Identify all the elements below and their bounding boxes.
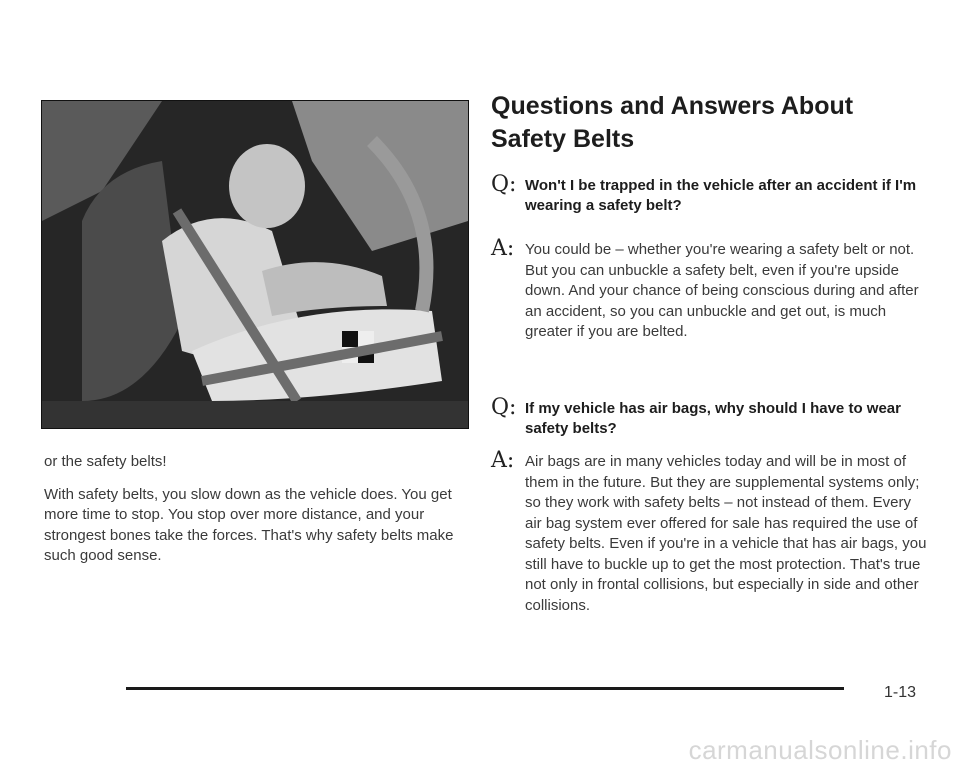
section-heading: Questions and Answers About Safety Belts [491, 92, 854, 153]
question-2-mark: Q: [491, 395, 517, 420]
page-number: 1-13 [884, 684, 917, 701]
question-2 [491, 397, 931, 439]
crash-test-photo [41, 100, 469, 429]
question-2-text: If my vehicle has air bags, why should I have to wear safety belts? [525, 400, 901, 437]
footer-rule [126, 687, 844, 690]
answer-2-mark: A: [491, 448, 515, 473]
crash-test-dummy-image [42, 101, 468, 428]
answer-2 [491, 450, 931, 616]
left-paragraph-2: With safety belts, you slow down as the vehicle does. You get more time to stop. You stop over more distance, and your strongest bones take the forces. That's why safety belts make such good sense. [44, 485, 454, 564]
answer-2-text: Air bags are in many vehicles today and will be in most of them in the future. But they are supplemental systems only; so they work with safety belts – not instead of them. Every air bag system ever offered for sale has required the use of safety belts. Even if you're in a vehicle that has air bags, you still have to buckle up to get the most protection. That's true not only in frontal collisions, but especially in side and other collisions. [525, 453, 927, 614]
question-1-mark: Q: [491, 172, 517, 197]
watermark: carmanualsonline.info [688, 735, 952, 765]
answer-1 [491, 238, 931, 343]
question-1-text: Won't I be trapped in the vehicle after an accident if I'm wearing a safety belt? [525, 177, 917, 214]
left-column-text [44, 452, 464, 579]
answer-1-text: You could be – whether you're wearing a safety belt or not. But you can unbuckle a safety belt, even if you're upside down. And your chance of being conscious during and after an accident, so you can unbuckle and get out, is much greater if you are belted. [525, 241, 919, 340]
left-paragraph-1: or the safety belts! [44, 453, 167, 470]
question-1 [491, 174, 931, 216]
answer-1-mark: A: [491, 236, 515, 261]
